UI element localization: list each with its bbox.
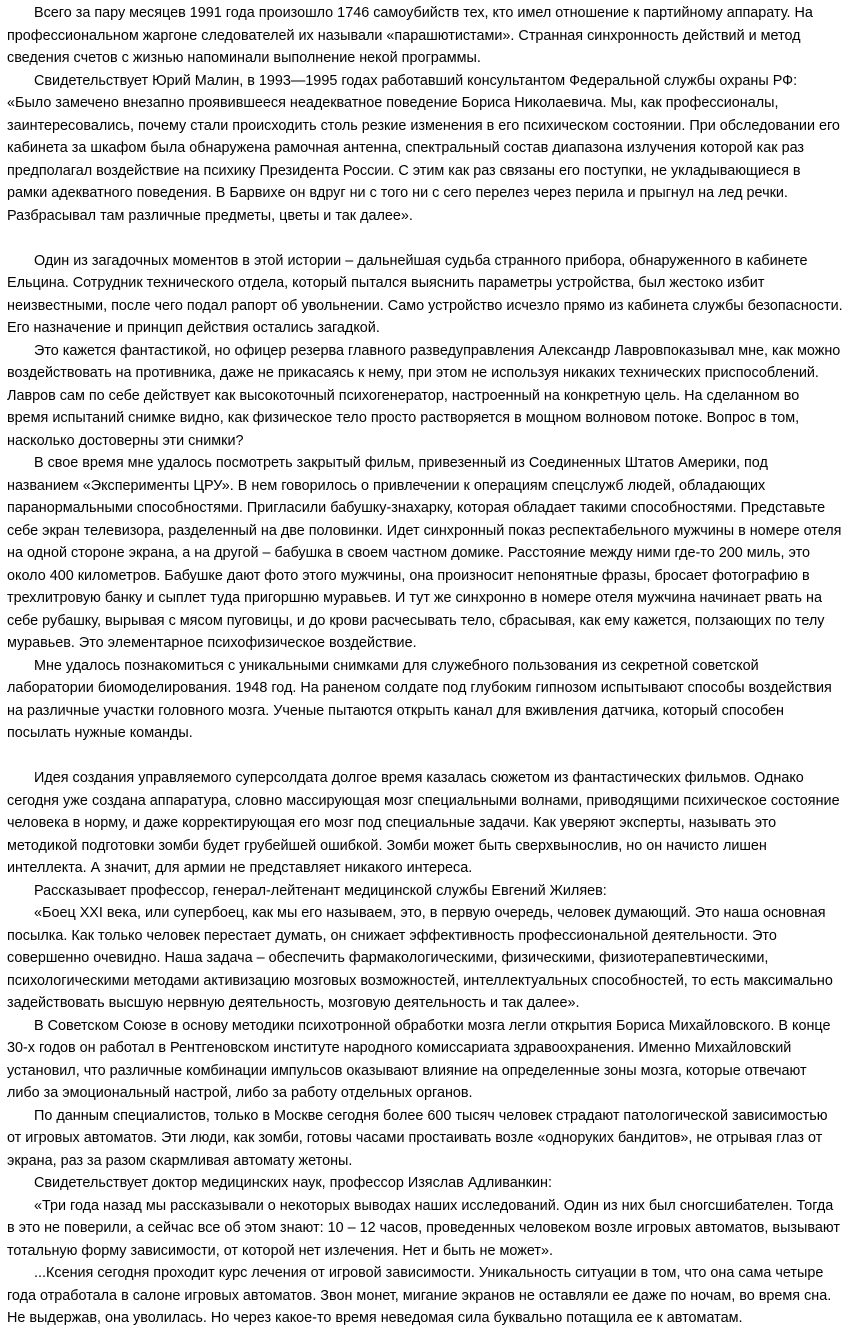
paragraph: В Советском Союзе в основу методики психотронной обработки мозга легли открытия Бориса Михайловского. В конце 30-х годов он работал в Рентгеновском институте народного комиссариата здравоохранения. Именно Михайловский установил, что различные комбинации импульсов оказывают влияние на определенные зоны мозга, которые отвечают либо за эмоциональный настрой, либо за работу отдельных органов. <box>7 1017 831 1101</box>
paragraph: Идея создания управляемого суперсолдата долгое время казалась сюжетом из фантастических фильмов. Однако сегодня уже создана аппаратура, словно массирующая мозг специальными волнами, приводящими психическое состояние человека в норму, и даже корректирующая его мозг под специальные задачи. Как уверяют эксперты, называть это методикой подготовки зомби будет грубейшей ошибкой. Зомби может быть сверхвынослив, но он начисто лишен интеллекта. А значит, для армии не представляет никакого интереса. <box>7 770 840 876</box>
paragraph: В свое время мне удалось посмотреть закрытый фильм, привезенный из Соединенных Штатов Америки, под названием «Эксперименты ЦРУ». В нем говорилось о привлечении к операциям спецслужб людей, обладающих паранормальными способностями. Пригласили бабушку-знахарку, которая обладает такими способностями. Представьте себе экран телевизора, разделенный на две половинки. Идет синхронный показ респектабельного мужчины в номере отеля на одной стороне экрана, а на другой – бабушка в своем частном домике. Расстояние между ними где-то 200 миль, это около 400 километров. Бабушке дают фото этого мужчины, она произносит непонятные фразы, бросает фотографию в трехлитровую банку и сыплет туда пригоршню муравьев. И тут же синхронно в номере отеля мужчина начинает рвать на себе рубашку, вырывая с мясом пуговицы, и до крови расчесывать тело, сбрасывая, как ему кажется, ползающих по телу муравьев. Это элементарное психофизическое воздействие. <box>7 455 842 651</box>
paragraph: Мне удалось познакомиться с уникальными снимками для служебного пользования из секретной советской лаборатории биомоделирования. 1948 год. На раненом солдате под глубоким гипнозом испытывают способы воздействия на различные участки головного мозга. Ученые пытаются открыть канал для вживления датчика, который способен посылать нужные команды. <box>7 657 832 741</box>
paragraph: Это кажется фантастикой, но офицер резерва главного разведуправления Александр Лавровпоказывал мне, как можно воздействовать на противника, даже не прикасаясь к нему, при этом не используя никаких технических приспособлений. Лавров сам по себе действует как высокоточный психогенератор, настроенный на конкретную цель. На сделанном во время испытаний снимке видно, как физическое тело просто растворяется в мощном волновом потоке. Вопрос в том, насколько достоверны эти снимки? <box>7 342 841 449</box>
paragraph: Свидетельствует Юрий Малин, в 1993—1995 годах работавший консультантом Федеральной службы охраны РФ: «Было замечено внезапно проявившееся неадекватное поведение Бориса Николаевича. Мы, как профессионалы, заинтересовались, почему стали происходить столь резкие изменения в его психическом состоянии. При обследовании его кабинета за шкафом была обнаружена рамочная антенна, спектральный состав диапазона излучения которой как раз предполагал воздействие на психику Президента России. С этим как раз связаны его поступки, не укладывающиеся в рамки адекватного поведения. В Барвихе он вдруг ни с того ни с сего перелез через перила и прыгнул на лед речки. Разбрасывал там различные предметы, цветы и так далее». <box>7 72 840 224</box>
paragraph: Свидетельствует доктор медицинских наук, профессор Изяслав Адливанкин: <box>34 1175 552 1191</box>
document-body <box>7 2 843 1330</box>
paragraph: Всего за пару месяцев 1991 года произошло 1746 самоубийств тех, кто имел отношение к партийному аппарату. На профессиональном жаргоне следователей их называли «парашютистами». Странная синхронность действий и метод сведения счетов с жизнью напоминали выполнение некой программы. <box>7 5 813 66</box>
paragraph: Рассказывает профессор, генерал-лейтенант медицинской службы Евгений Жиляев: <box>34 882 607 899</box>
quote-paragraph: «Боец XXI века, или супербоец, как мы его называем, это, в первую очередь, человек думающий. Это наша основная посылка. Как только человек перестает думать, он снижает эффективность профессиональной деятельности. Это совершенно очевидно. Наша задача – обеспечить фармакологическими, физическими, физиотерапевтическими, психологическими методами активизацию мозговых возможностей, интеллектуальных способностей, то есть максимально задействовать высшую нервную деятельность, мозговую деятельность и так далее». <box>7 905 833 1011</box>
paragraph: По данным специалистов, только в Москве сегодня более 600 тысяч человек страдают патологической зависимостью от игровых автоматов. Эти люди, как зомби, готовы часами простаивать возле «одноруких бандитов», не отрывая глаз от экрана, раз за разом скармливая автомату жетоны. <box>7 1107 828 1169</box>
paragraph: Один из загадочных моментов в этой истории – дальнейшая судьба странного прибора, обнаруженного в кабинете Ельцина. Сотрудник технического отдела, который пытался выяснить параметры устройства, был жестоко избит неизвестными, после чего подал рапорт об увольнении. Само устройство исчезло прямо из кабинета службы безопасности. Его назначение и принцип действия остались загадкой. <box>7 252 843 336</box>
quote-paragraph: «Три года назад мы рассказывали о некоторых выводах наших исследований. Один из них был сногсшибателен. Тогда в это не поверили, а сейчас все об этом знают: 10 – 12 часов, проведенных человеком возле игровых автоматов, вызывают тотальную форму зависимости, от которой нет излечения. Нет и быть не может». <box>7 1197 840 1259</box>
paragraph: ...Ксения сегодня проходит курс лечения от игровой зависимости. Уникальность ситуации в том, что она сама четыре года отработала в салоне игровых автоматов. Звон монет, мигание экранов не оставляли ее даже по ночам, во время сна. Не выдержав, она уволилась. Но через какое-то время неведомая сила буквально потащила ее к автоматам. <box>7 1265 832 1326</box>
